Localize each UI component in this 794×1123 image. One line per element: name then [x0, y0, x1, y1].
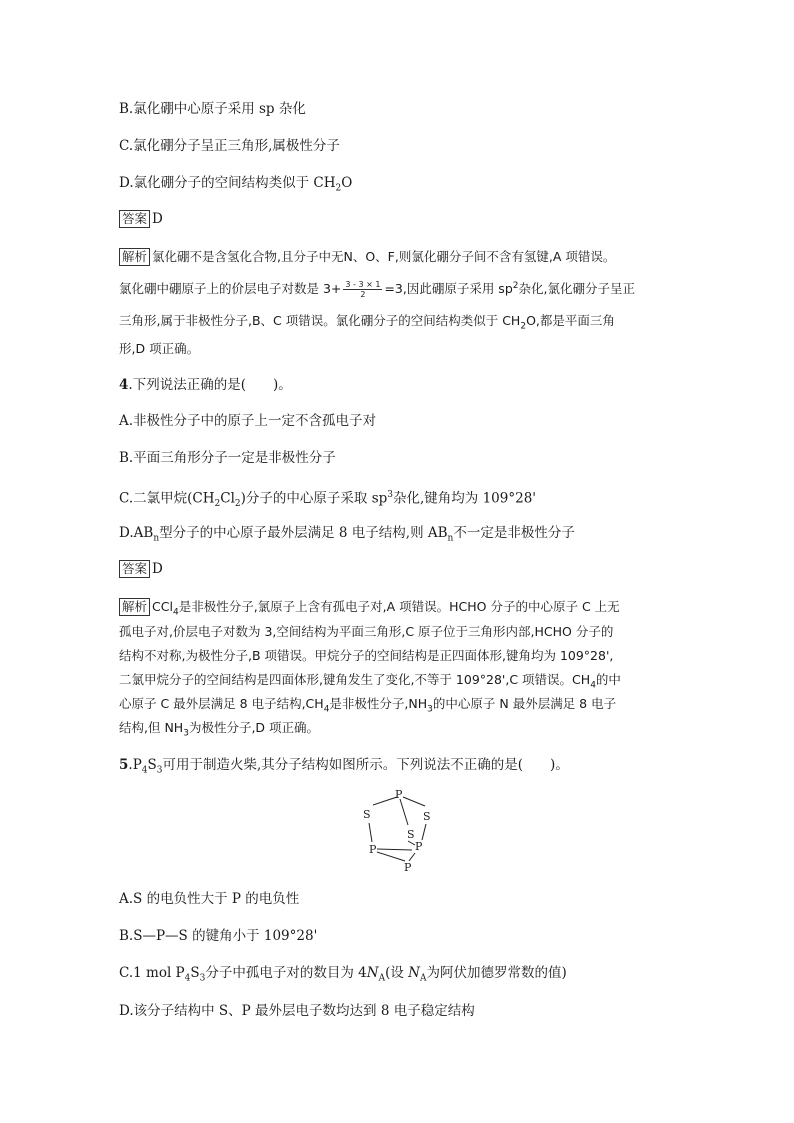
q4-explanation-line-2: 孤电子对,价层电子对数为 3,空间结构为平面三角形,C 原子位于三角形内部,HCHO 分子的 [119, 624, 614, 639]
atom-p-top: P [395, 788, 403, 801]
p4s3-structure-diagram [355, 785, 445, 877]
q5-stem: $5.P_4S_3$可用于制造火柴,其分子结构如图所示。下列说法不正确的是( )。 [119, 757, 569, 776]
q3-answer: 答案 D [119, 210, 163, 228]
q3-option-d: D.氯化硼分子的空间结构类似于 $CH_2O$ [119, 175, 353, 194]
q4-option-d: $D.AB_n$型分子的中心原子最外层满足 8 电子结构,则 $AB_n$不一定是非极性分子 [119, 525, 575, 544]
q4-option-c: C.二氯甲烷$(CH_2Cl_2)$分子的中心原子采取 $sp^3$杂化,键角均为 109°28' [119, 490, 537, 510]
q4-explanation-line-5: 心原子 C 最外层满足 8 电子结构$,CH_4$是非极性分子$,NH_3$的中心原子 N 最外层满足 8 电子 [119, 696, 617, 715]
q4-explanation-line-6: 结构,但 $NH_3$为极性分子,D 项正确。 [119, 720, 320, 739]
q3-explanation-line-4: 形,D 项正确。 [119, 341, 200, 356]
q3-option-c: C.氯化硼分子呈正三角形,属极性分子 [119, 138, 340, 154]
q4-stem: 4.下列说法正确的是( )。 [119, 377, 292, 393]
q4-option-a: A.非极性分子中的原子上一定不含孤电子对 [119, 413, 377, 429]
q3-explanation-line-3: 三角形,属于非极性分子,B、C 项错误。氯化硼分子的空间结构类似于 $CH_2O$,都是平面三角 [119, 313, 615, 332]
fraction: $\frac{3 - 3 \times 1}{2}$ [345, 280, 381, 300]
q4-answer: 答案 D [119, 560, 163, 578]
q5-option-b: B.S—P—S 的键角小于 109°28' [119, 928, 318, 944]
q5-option-c: C.1 mol $P_4S_3$分子中孤电子对的数目为 $4N_A$(设 $N_A$为阿伏加德罗常数的值) [119, 965, 567, 984]
q5-option-d: D.该分子结构中 S、P 最外层电子数均达到 8 电子稳定结构 [119, 1003, 475, 1019]
analysis-label: 解析 [119, 248, 150, 266]
atom-p-right: P [415, 840, 423, 853]
q3-explanation-line-2: 氯化硼中硼原子上的价层电子对数是 3+ $\frac{3 - 3 \times 1}{2}$ =3,因此硼原子采用 $sp^2$杂化,氯化硼分子呈正 [119, 280, 635, 300]
atom-s-center: S [407, 828, 415, 841]
analysis-label: 解析 [119, 598, 150, 616]
answer-label: 答案 [119, 210, 150, 228]
q4-explanation-line-4: 二氯甲烷分子的空间结构是四面体形,键角发生了变化,不等于 109°28',C 项错误。$CH_4$的中 [119, 672, 621, 691]
q5-option-a: A.S 的电负性大于 P 的电负性 [119, 891, 300, 907]
q4-explanation-line-3: 结构不对称,为极性分子,B 项错误。甲烷分子的空间结构是正四面体形,键角均为 109°28', [119, 648, 614, 663]
atom-s-left: S [363, 808, 371, 821]
q3-explanation-line-1: 解析 氯化硼不是含氢化合物,且分子中无N、O、F,则氯化硼分子间不含有氢键,A 项错误。 [119, 248, 615, 266]
q4-option-b: B.平面三角形分子一定是非极性分子 [119, 450, 336, 466]
q4-explanation-line-1: 解析 CCl$_4$是非极性分子,氯原子上含有孤电子对,A 项错误。HCHO 分子的中心原子 C 上无 [119, 598, 620, 622]
answer-label: 答案 [119, 560, 150, 578]
q3-option-b: B.氯化硼中心原子采用 sp 杂化 [119, 101, 306, 117]
atom-s-right: S [423, 810, 431, 823]
atom-p-left: P [369, 843, 377, 856]
atom-p-bottom: P [404, 861, 412, 874]
